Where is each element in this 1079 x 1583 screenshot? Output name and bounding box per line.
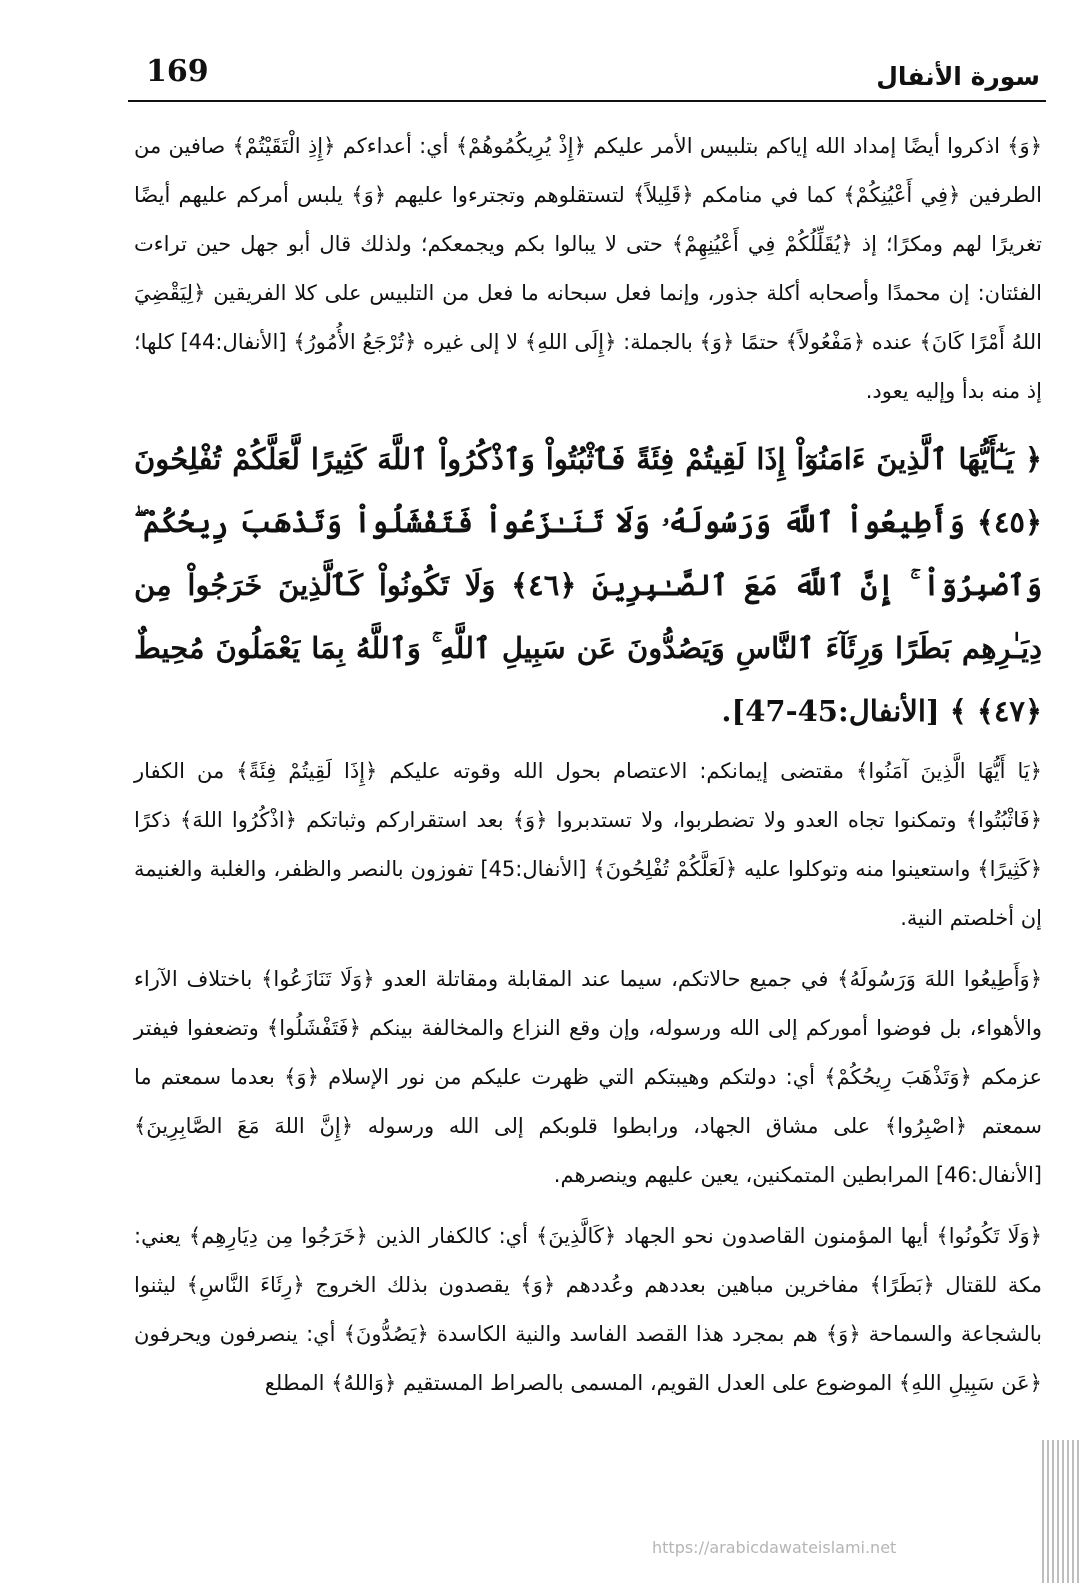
tafsir-paragraph-3: ﴿وَأَطِيعُوا اللهَ وَرَسُولَهُ﴾ في جميع حالاتكم، سيما عند المقابلة ومقاتلة العدو ﴿وَلَا تَنَازَعُوا﴾ باختلاف الآراء والأهواء، بل فوضوا أموركم إلى الله ورسوله، وإن وقع النزاع والمخالفة بينكم ﴿فَتَفْشَلُوا﴾ وتضعفوا فيفتر عزمكم ﴿وَتَذْهَبَ رِيحُكُمْ﴾ أي: دولتكم وهيبتكم التي ظهرت عليكم من نور الإسلام ﴿وَ﴾ بعدما سمعتم ما سمعتم ﴿اصْبِرُوا﴾ على مشاق الجهاد، ورابطوا قلوبكم إلى الله ورسوله ﴿إِنَّ اللهَ مَعَ الصَّابِرِينَ﴾ [الأنفال:46] المرابطين المتمكنين، يعين عليهم وينصرهم. bbox=[134, 967, 1042, 1187]
surah-title: سورة الأنفال bbox=[876, 62, 1040, 91]
tafsir-paragraph-2: ﴿يَا أَيُّهَا الَّذِينَ آمَنُوا﴾ مقتضى إيمانكم: الاعتصام بحول الله وقوته عليكم ﴿إِذَا لَقِيتُمْ فِئَةً﴾ من الكفار ﴿فَاثْبُتُوا﴾ وتمكنوا تجاه العدو ولا تضطربوا، ولا تستدبروا ﴿وَ﴾ بعد استقراركم وثباتكم ﴿اذْكُرُوا اللهَ﴾ ذكرًا ﴿كَثِيرًا﴾ واستعينوا منه وتوكلوا عليه ﴿لَعَلَّكُمْ تُفْلِحُونَ﴾ [الأنفال:45] تفوزون بالنصر والظفر، والغلبة والغنيمة إن أخلصتم النية. bbox=[134, 759, 1042, 930]
page-body bbox=[134, 122, 1042, 1408]
website-watermark: https://arabicdawateislami.net bbox=[652, 1538, 897, 1557]
page-number: 169 bbox=[146, 54, 209, 89]
quran-verses-block: ﴿ يَـٰٓأَيُّهَا ٱلَّذِينَ ءَامَنُوٓاْ إِذَا لَقِيتُمْ فِئَةً فَٱثْبُتُواْ وَٱذْكُرُواْ ٱللَّهَ كَثِيرًا لَّعَلَّكُمْ تُفْلِحُونَ ﴿٤٥﴾ وَأَطِيعُواْ ٱللَّهَ وَرَسُولَهُۥ وَلَا تَنَـٰزَعُواْ فَتَفْشَلُواْ وَتَذْهَبَ رِيحُكُمْ ۖ وَٱصْبِرُوٓاْ ۚ إِنَّ ٱللَّهَ مَعَ ٱلصَّـٰبِرِينَ ﴿٤٦﴾ وَلَا تَكُونُواْ كَٱلَّذِينَ خَرَجُواْ مِن دِيَـٰرِهِم بَطَرًا وَرِئَآءَ ٱلنَّاسِ وَيَصُدُّونَ عَن سَبِيلِ ٱللَّهِ ۚ وَٱللَّهُ بِمَا يَعْمَلُونَ مُحِيطٌ ﴿٤٧﴾ ﴾ [الأنفال:45-47]. bbox=[134, 442, 1042, 728]
tafsir-paragraph-1: ﴿وَ﴾ اذكروا أيضًا إمداد الله إياكم بتلبيس الأمر عليكم ﴿إِذْ يُرِيكُمُوهُمْ﴾ أي: أعداءكم ﴿إِذِ الْتَقَيْتُمْ﴾ صافين من الطرفين ﴿فِي أَعْيُنِكُمْ﴾ كما في منامكم ﴿قَلِيلاً﴾ لتستقلوهم وتجترءوا عليهم ﴿وَ﴾ يلبس أمركم عليهم أيضًا تغريرًا لهم ومكرًا؛ إذ ﴿يُقَلِّلُكُمْ فِي أَعْيُنِهِمْ﴾ حتى لا يبالوا بكم ويجمعكم؛ ولذلك قال أبو جهل حين تراءت الفئتان: إن محمدًا وأصحابه أكلة جذور، وإنما فعل سبحانه ما فعل من التلبيس على كلا الفريقين ﴿لِيَقْضِيَ اللهُ أَمْرًا كَانَ﴾ عنده ﴿مَفْعُولاً﴾ حتمًا ﴿وَ﴾ بالجملة: ﴿إِلَى اللهِ﴾ لا إلى غيره ﴿تُرْجَعُ الأُمُورُ﴾ [الأنفال:44] كلها؛ إذ منه بدأ وإليه يعود. bbox=[134, 134, 1042, 403]
page-header bbox=[128, 48, 1046, 102]
scan-edge-artifact bbox=[1039, 1440, 1079, 1583]
tafsir-paragraph-4: ﴿وَلَا تَكُونُوا﴾ أيها المؤمنون القاصدون نحو الجهاد ﴿كَالَّذِينَ﴾ أي: كالكفار الذين ﴿خَرَجُوا مِن دِيَارِهِم﴾ يعني: مكة للقتال ﴿بَطَرًا﴾ مفاخرين مباهين بعددهم وعُددهم ﴿وَ﴾ يقصدون بذلك الخروج ﴿رِئَاءَ النَّاسِ﴾ ليثنوا بالشجاعة والسماحة ﴿وَ﴾ هم بمجرد هذا القصد الفاسد والنية الكاسدة ﴿يَصُدُّونَ﴾ أي: ينصرفون ويحرفون ﴿عَن سَبِيلِ اللهِ﴾ الموضوع على العدل القويم، المسمى بالصراط المستقيم ﴿وَاللهُ﴾ المطلع bbox=[134, 1224, 1042, 1395]
